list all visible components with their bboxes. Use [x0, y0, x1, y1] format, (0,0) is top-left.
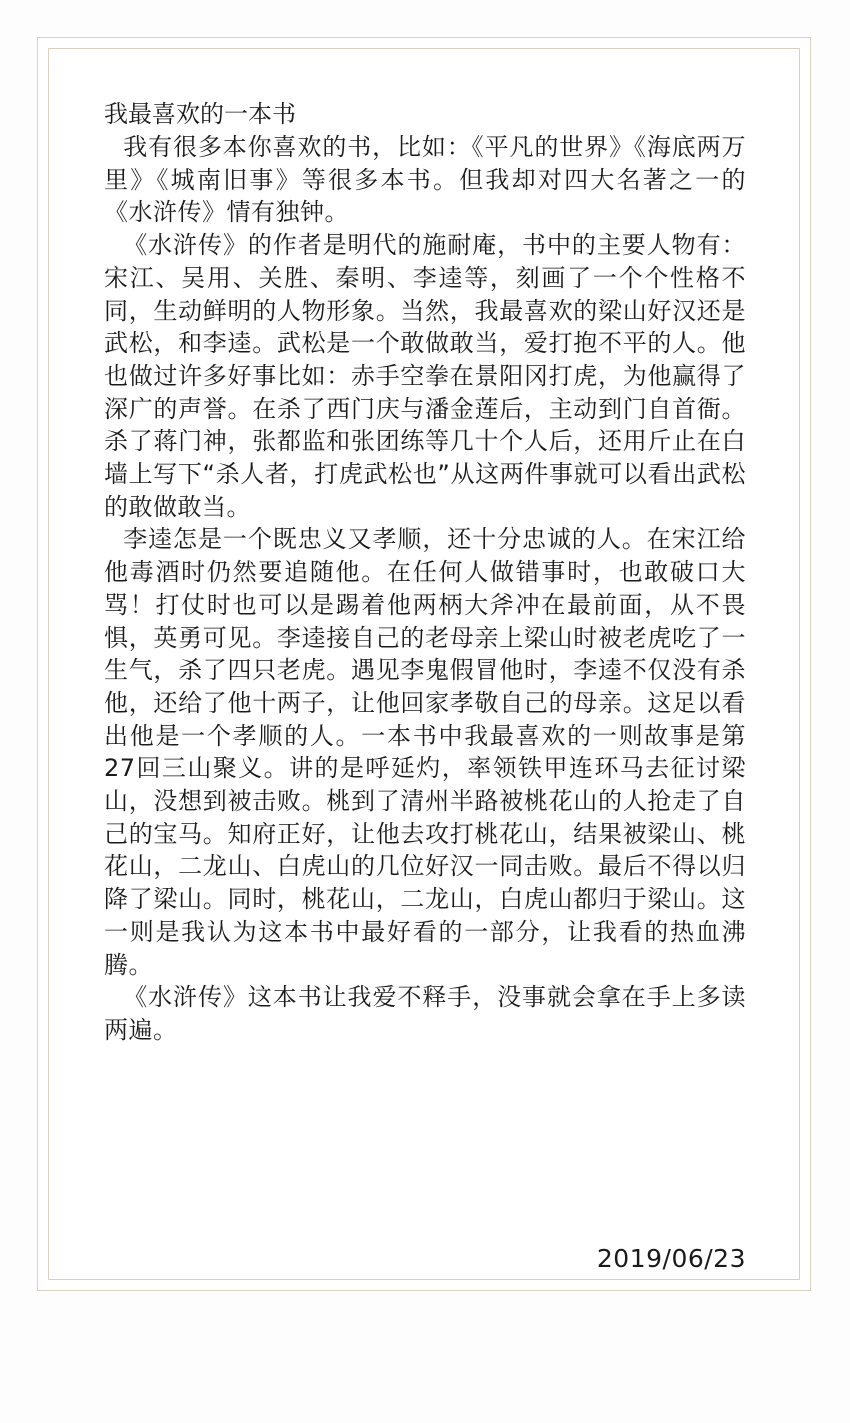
- paragraph-1: 我有很多本你喜欢的书，比如：《平凡的世界》《海底两万里》《城南旧事》等很多本书。但我却对四大名著之一的《水浒传》情有独钟。: [104, 133, 746, 227]
- paragraph-4: 《水浒传》这本书让我爱不释手，没事就会拿在手上多读两遍。: [104, 983, 746, 1044]
- paragraph-3: 李逵怎是一个既忠义又孝顺，还十分忠诚的人。在宋江给他毒酒时仍然要追随他。在任何人做错事时，也敢破口大骂！打仗时也可以是踢着他两柄大斧冲在最前面，从不畏惧，英勇可见。李逵接自己的老母亲上梁山时被老虎吃了一生气，杀了四只老虎。遇见李鬼假冒他时，李逵不仅没有杀他，还给了他十两子，让他回家孝敬自己的母亲。这足以看出他是一个孝顺的人。一本书中我最喜欢的一则故事是第27回三山聚义。讲的是呼延灼，率领铁甲连环马去征讨梁山，没想到被击败。桃到了清州半路被桃花山的人抢走了自己的宝马。知府正好，让他去攻打桃花山，结果被梁山、桃花山，二龙山、白虎山的几位好汉一同击败。最后不得以归降了梁山。同时，桃花山，二龙山，白虎山都归于梁山。这一则是我认为这本书中最好看的一部分，让我看的热血沸腾。: [104, 525, 746, 979]
- paragraph-2: 《水浒传》的作者是明代的施耐庵，书中的主要人物有：宋江、吴用、关胜、秦明、李逵等，刻画了一个个性格不同，生动鲜明的人物形象。当然，我最喜欢的梁山好汉还是武松，和李逵。武松是一个敢做敢当，爱打抱不平的人。他也做过许多好事比如：赤手空拳在景阳冈打虎，为他赢得了深广的声誉。在杀了西门庆与潘金莲后，主动到门自首衙。杀了蒋门神，张都监和张团练等几十个人后，还用斤止在白墙上写下“杀人者，打虎武松也”从这两件事就可以看出武松的敢做敢当。: [104, 231, 746, 521]
- essay-body: [104, 98, 746, 1047]
- essay-date: 2019/06/23: [596, 1244, 746, 1273]
- essay-title: 我最喜欢的一本书: [104, 100, 296, 128]
